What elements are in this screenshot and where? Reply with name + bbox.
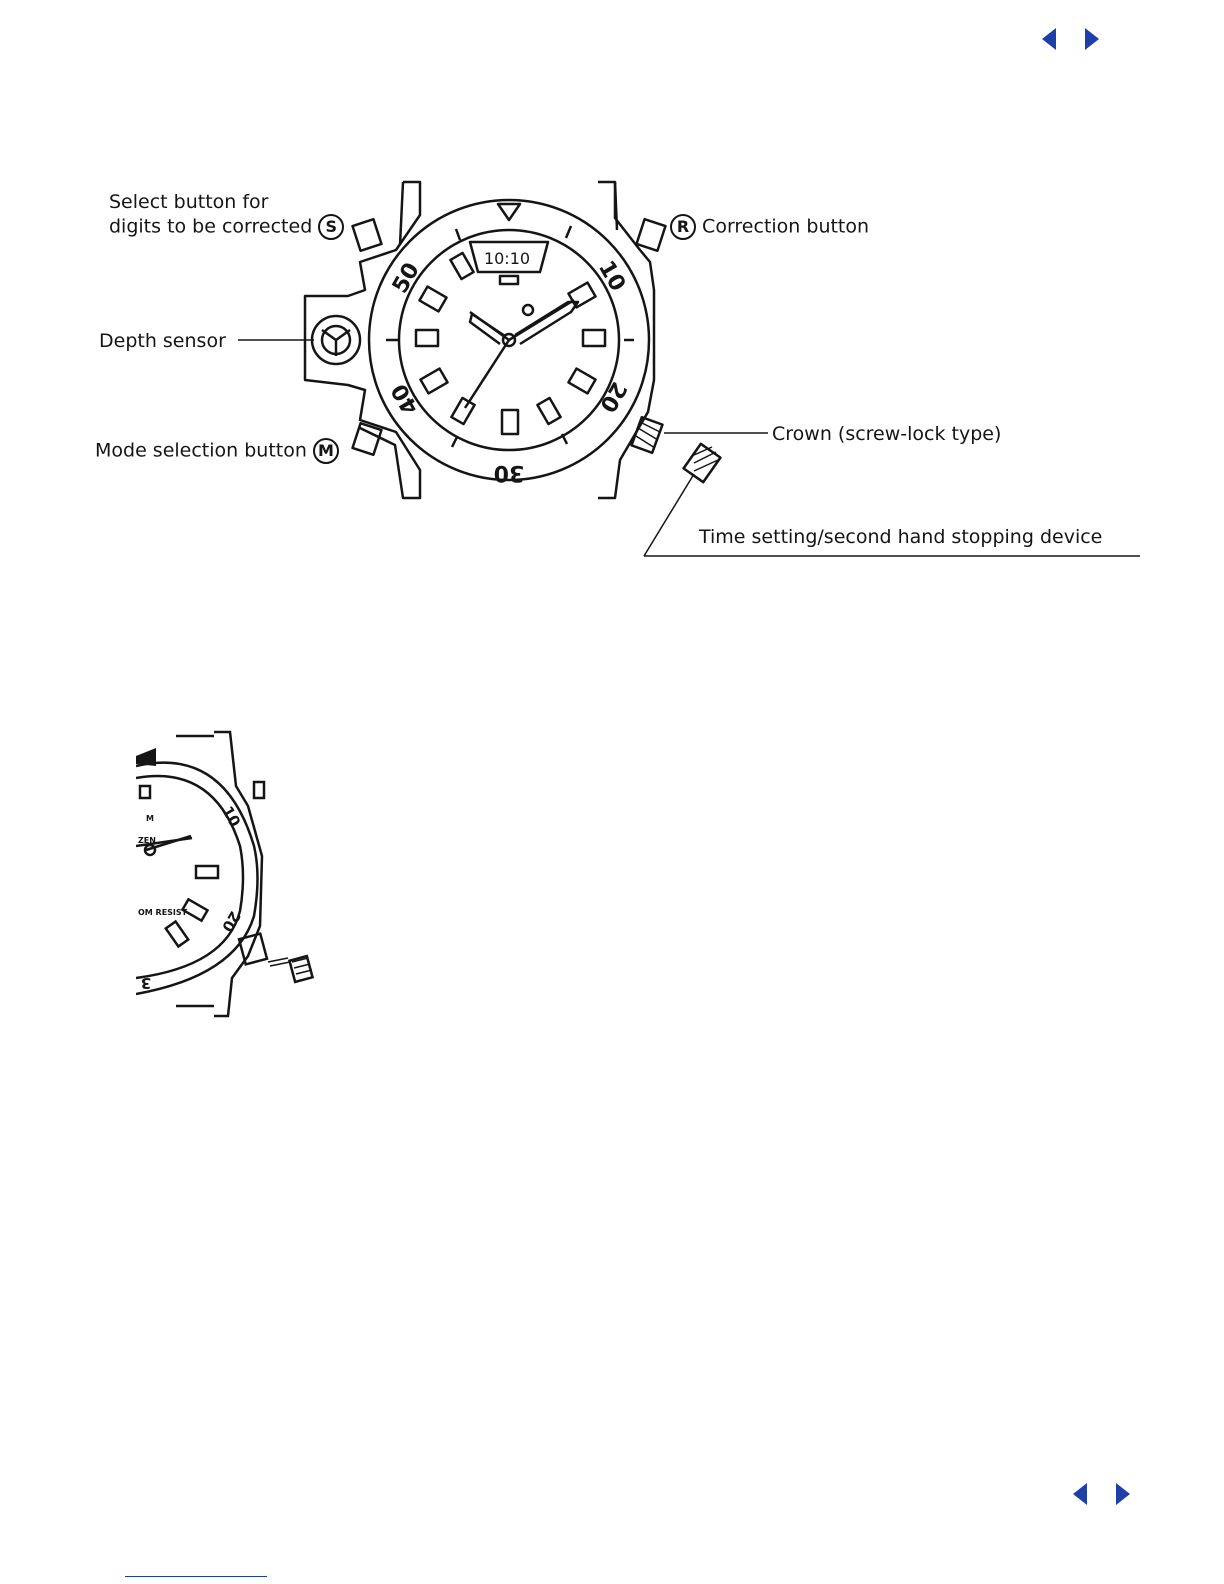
crown-label: Crown (screw-lock type) xyxy=(772,423,1002,445)
mode-button-text: Mode selection button xyxy=(95,439,307,462)
bezel-number-30: 30 xyxy=(493,460,525,485)
bezel-number-50: 50 xyxy=(387,258,425,298)
bezel-number-20: 20 xyxy=(594,377,632,417)
mode-button-symbol: M xyxy=(313,438,339,464)
next-page-icon-bottom[interactable] xyxy=(1116,1483,1130,1505)
side-bezel-number-3: 3 xyxy=(140,974,152,992)
correction-button-text: Correction button xyxy=(702,215,870,238)
side-dial-text-m: M xyxy=(146,814,154,823)
side-dial-text-resist: OM RESIST xyxy=(138,908,188,917)
mode-button-label xyxy=(95,438,339,464)
lcd-time: 10:10 xyxy=(483,249,531,268)
depth-sensor-label: Depth sensor xyxy=(99,330,226,352)
correction-button-label xyxy=(670,214,869,240)
select-button-label-text: digits to be corrected xyxy=(109,215,313,238)
select-button-label: Select button for xyxy=(109,191,269,213)
bezel-number-40: 40 xyxy=(386,379,424,419)
side-bezel-number-20: 20 xyxy=(218,907,245,936)
watch-side-view xyxy=(136,726,326,1020)
select-button-label-2 xyxy=(109,214,344,240)
correction-button-symbol: R xyxy=(670,214,696,240)
side-dial-text-brand: ZEN xyxy=(138,836,156,845)
time-setting-label: Time setting/second hand stopping device xyxy=(699,526,1103,548)
select-button-symbol: S xyxy=(318,214,344,240)
bezel-number-10: 10 xyxy=(593,256,631,296)
watch-front-diagram xyxy=(0,0,1224,600)
footer-link-line[interactable] xyxy=(125,1576,267,1577)
prev-page-icon-bottom[interactable] xyxy=(1073,1483,1087,1505)
side-bezel-number-10: 10 xyxy=(218,802,245,831)
